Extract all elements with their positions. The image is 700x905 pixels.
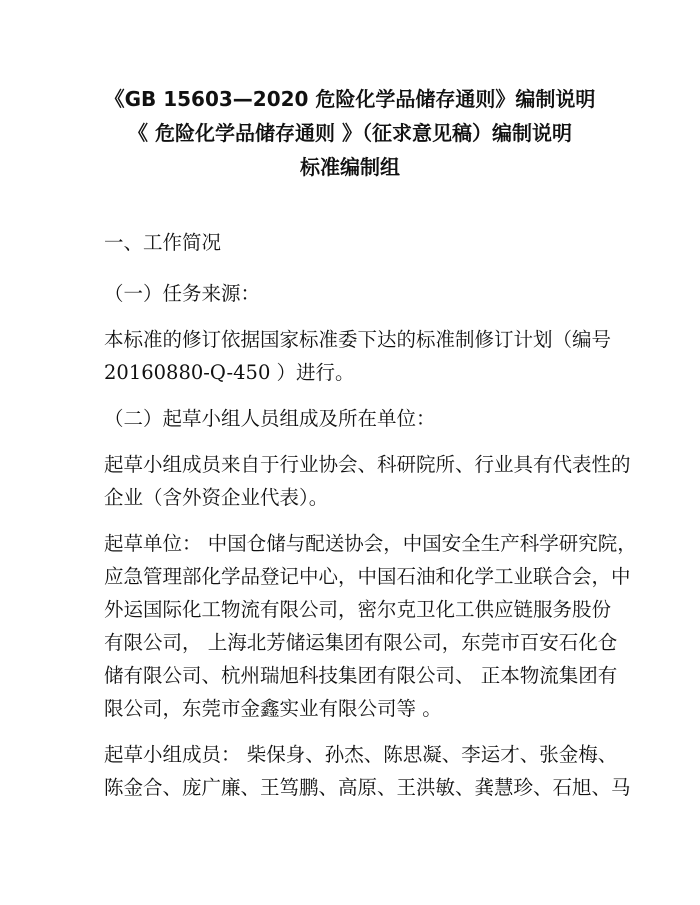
text-line: 本标准的修订依据国家标准委下达的标准制修订计划（编号	[104, 328, 612, 351]
paragraph-drafting-units	[104, 527, 637, 725]
text-line: 起草单位： 中国仓储与配送协会，中国安全生产科学研究院，	[104, 532, 637, 555]
text-line: 起草小组成员： 柴保身、孙杰、陈思凝、李运才、张金梅、	[104, 743, 618, 766]
paragraph-drafting-members	[104, 738, 631, 804]
text-line: 外运国际化工物流有限公司，密尔克卫化工供应链服务股份	[104, 598, 612, 621]
text-line: 企业（含外资企业代表）。	[104, 486, 329, 509]
subsection-heading-task-source: （一）任务来源：	[104, 282, 261, 305]
document-body	[104, 226, 637, 817]
text-line: 有限公司， 上海北芳储运集团有限公司，东莞市百安石化仓	[104, 631, 618, 654]
paragraph-drafting-group-intro	[104, 448, 631, 514]
section-heading-work-overview: 一、工作简况	[104, 231, 222, 254]
text-line: 陈金合、庞广廉、王笃鹏、高原、王洪敏、龚慧珍、石旭、马	[104, 776, 631, 799]
text-line: 起草小组成员来自于行业协会、科研院所、行业具有代表性的	[104, 453, 631, 476]
document-title: 《GB 15603—2020 危险化学品储存通则》编制说明	[104, 87, 596, 111]
author-line: 标准编制组	[300, 155, 400, 179]
subsection-heading-drafting-group: （二）起草小组人员组成及所在单位：	[104, 407, 436, 430]
document-subtitle: 《 危险化学品储存通则 》（征求意见稿）编制说明	[128, 121, 572, 145]
text-line: 20160880-Q-450 ）进行。	[104, 361, 355, 384]
text-line: 储有限公司、杭州瑞旭科技集团有限公司、 正本物流集团有	[104, 664, 618, 687]
paragraph-task-source	[104, 323, 612, 389]
text-line: 应急管理部化学品登记中心，中国石油和化学工业联合会，中	[104, 565, 631, 588]
text-line: 限公司，东莞市金鑫实业有限公司等 。	[104, 697, 442, 720]
title-block	[0, 82, 700, 184]
